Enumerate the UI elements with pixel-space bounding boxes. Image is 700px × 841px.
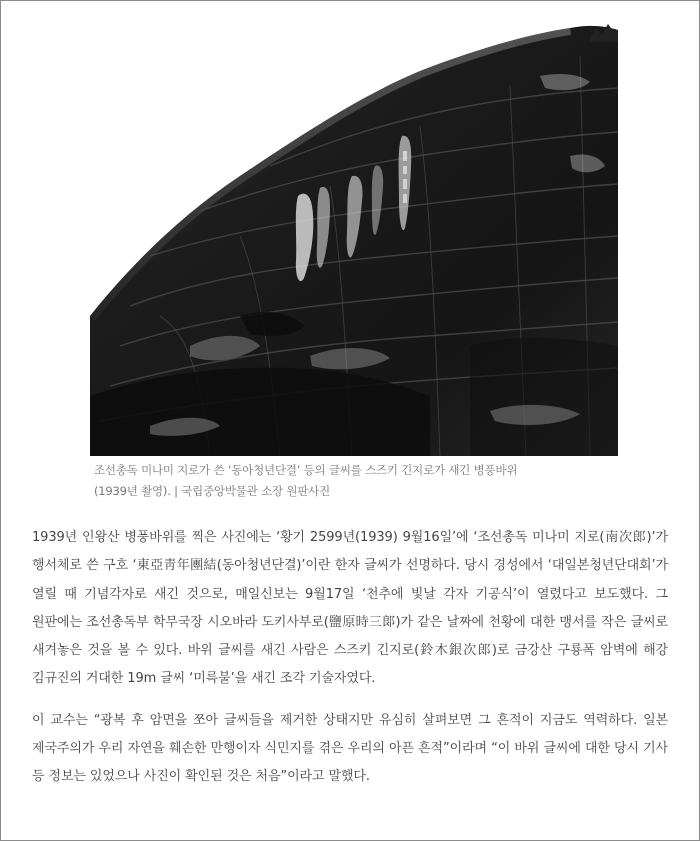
article-paragraph: 이 교수는 “광복 후 암면을 쪼아 글씨들을 제거한 상태지만 유심히 살펴보면 그 흔적이 지금도 역력하다. 일본 제국주의가 우리 자연을 훼손한 만행이자 식민지를 겪은 우리의 아픈 흔적”이라며 “이 바위 글씨에 대한 당시 기사 등 정보는 있었으나 사진이 확인된 것은 처음”이라고 말했다. [32,712,668,785]
article-paragraph: 1939년 인왕산 병풍바위를 찍은 사진에는 ‘황기 2599년(1939) 9월16일’에 ‘조선총독 미나미 지로(南次郎)’가 행서체로 쓴 구호 ‘東亞靑年團結(동아청년단결)’이란 한자 글씨가 선명하다. 당시 경성에서 ‘대일본청년단대회’가 열릴 때 기념각자로 새긴 것으로, 매일신보는 9월17일 ‘천추에 빛날 각자 기공식’이 열렸다고 보도했다. 그 원판에는 조선총독부 학무국장 시오바라 도키사부로(鹽原時三郞)가 같은 날짜에 천황에 대한 맹서를 작은 글씨로 새겨놓은 것을 볼 수 있다. 바위 글씨를 새긴 사람은 스즈키 긴지로(鈴木銀次郎)로 금강산 구룡폭 암벽에 해강 김규진의 거대한 19m 글씨 ‘미륵불’을 새긴 조각 기술자였다. [32,530,668,687]
photo-caption [94,460,618,502]
rock-photo [90,16,618,456]
article-body [32,524,668,792]
rock-photo-image [90,16,618,456]
caption-line-1: 조선총독 미나미 지로가 쓴 ‘동아청년단결’ 등의 글씨를 스즈키 긴지로가 새긴 병풍바위 [94,463,518,477]
caption-line-2: (1939년 촬영). | 국립중앙박물관 소장 원판사진 [94,484,330,498]
